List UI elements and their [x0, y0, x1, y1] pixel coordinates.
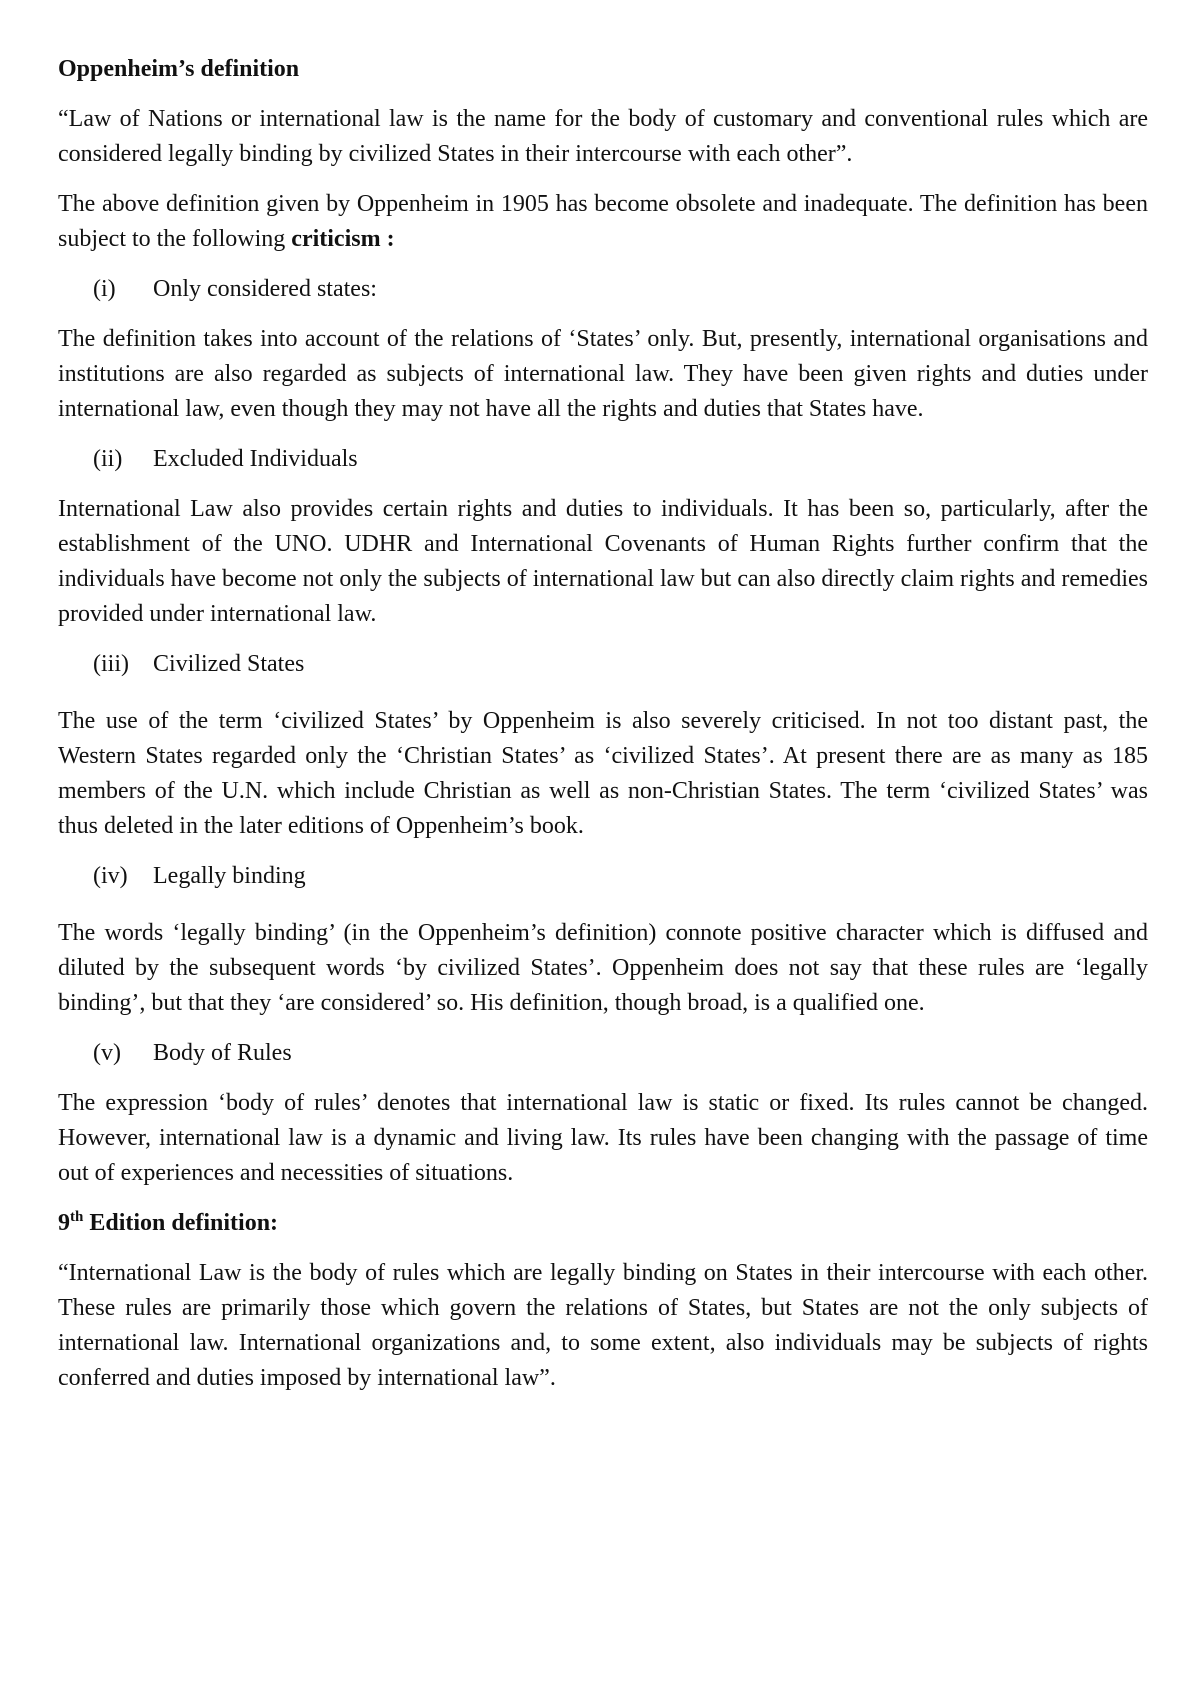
- oppenheim-quote: “Law of Nations or international law is the name for the body of customary and conventional rules which are considered legally binding by civilized States in their intercourse with each other”.: [58, 106, 1148, 167]
- criticism-label: Civilized States: [153, 651, 305, 677]
- criticism-text-2: International Law also provides certain rights and duties to individuals. It has been so, particularly, after the establishment of the UNO. UDHR and International Covenants of Human Rights further confirm that the individuals have become not only the subjects of international law but can also directly claim rights and remedies provided under international law.: [58, 496, 1148, 627]
- criticism-number: (v): [93, 1040, 121, 1066]
- document-page: [58, 52, 1148, 1411]
- intro-text: The above definition given by Oppenheim in 1905 has become obsolete and inadequate. The definition has been subject to the following: [58, 191, 1148, 252]
- criticism-text-4: The words ‘legally binding’ (in the Oppenheim’s definition) connote positive character which is diffused and diluted by the subsequent words ‘by civilized States’. Oppenheim does not say that these rules are ‘legally binding’, but that they ‘are considered’ so. His definition, though broad, is a qualified one.: [58, 920, 1148, 1016]
- criticism-heading-4: [58, 859, 1148, 894]
- criticism-label: Only considered states:: [153, 276, 377, 302]
- intro-bold-criticism: criticism :: [291, 226, 395, 252]
- criticism-text-5: The expression ‘body of rules’ denotes that international law is static or fixed. Its rules cannot be changed. However, international law is a dynamic and living law. Its rules have been changing with the passage of time out of experiences and necessities of situations.: [58, 1090, 1148, 1186]
- criticism-label: Legally binding: [153, 863, 306, 889]
- criticism-heading-1: [58, 272, 1148, 307]
- criticism-label: Excluded Individuals: [153, 446, 358, 472]
- criticism-heading-5: [58, 1036, 1148, 1071]
- criticism-number: (iii): [93, 651, 129, 677]
- criticism-label: Body of Rules: [153, 1040, 292, 1066]
- criticism-text-3: The use of the term ‘civilized States’ by Oppenheim is also severely criticised. In not too distant past, the Western States regarded only the ‘Christian States’ as ‘civilized States’. At present there are as many as 185 members of the U.N. which include Christian as well as non-Christian States. The term ‘civilized States’ was thus deleted in the later editions of Oppenheim’s book.: [58, 708, 1148, 839]
- criticism-heading-2: [58, 442, 1148, 477]
- ninth-edition-quote: “International Law is the body of rules which are legally binding on States in their intercourse with each other. These rules are primarily those which govern the relations of States, but States are not the only subjects of international law. International organizations and, to some extent, also individuals may be subjects of rights conferred and duties imposed by international law”.: [58, 1260, 1148, 1391]
- heading-oppenheims-definition: Oppenheim’s definition: [58, 56, 300, 82]
- criticism-number: (ii): [93, 446, 123, 472]
- criticism-number: (iv): [93, 863, 128, 889]
- edition-number: 9: [58, 1210, 70, 1236]
- criticism-number: (i): [93, 276, 116, 302]
- edition-heading-text: Edition definition:: [83, 1210, 279, 1236]
- criticism-text-1: The definition takes into account of the relations of ‘States’ only. But, presently, international organisations and institutions are also regarded as subjects of international law. They have been given rights and duties under international law, even though they may not have all the rights and duties that States have.: [58, 326, 1148, 422]
- heading-9th-edition-definition: [58, 1206, 1148, 1241]
- criticism-heading-3: [58, 647, 1148, 682]
- edition-suffix: th: [70, 1209, 84, 1225]
- intro-paragraph: [58, 187, 1148, 257]
